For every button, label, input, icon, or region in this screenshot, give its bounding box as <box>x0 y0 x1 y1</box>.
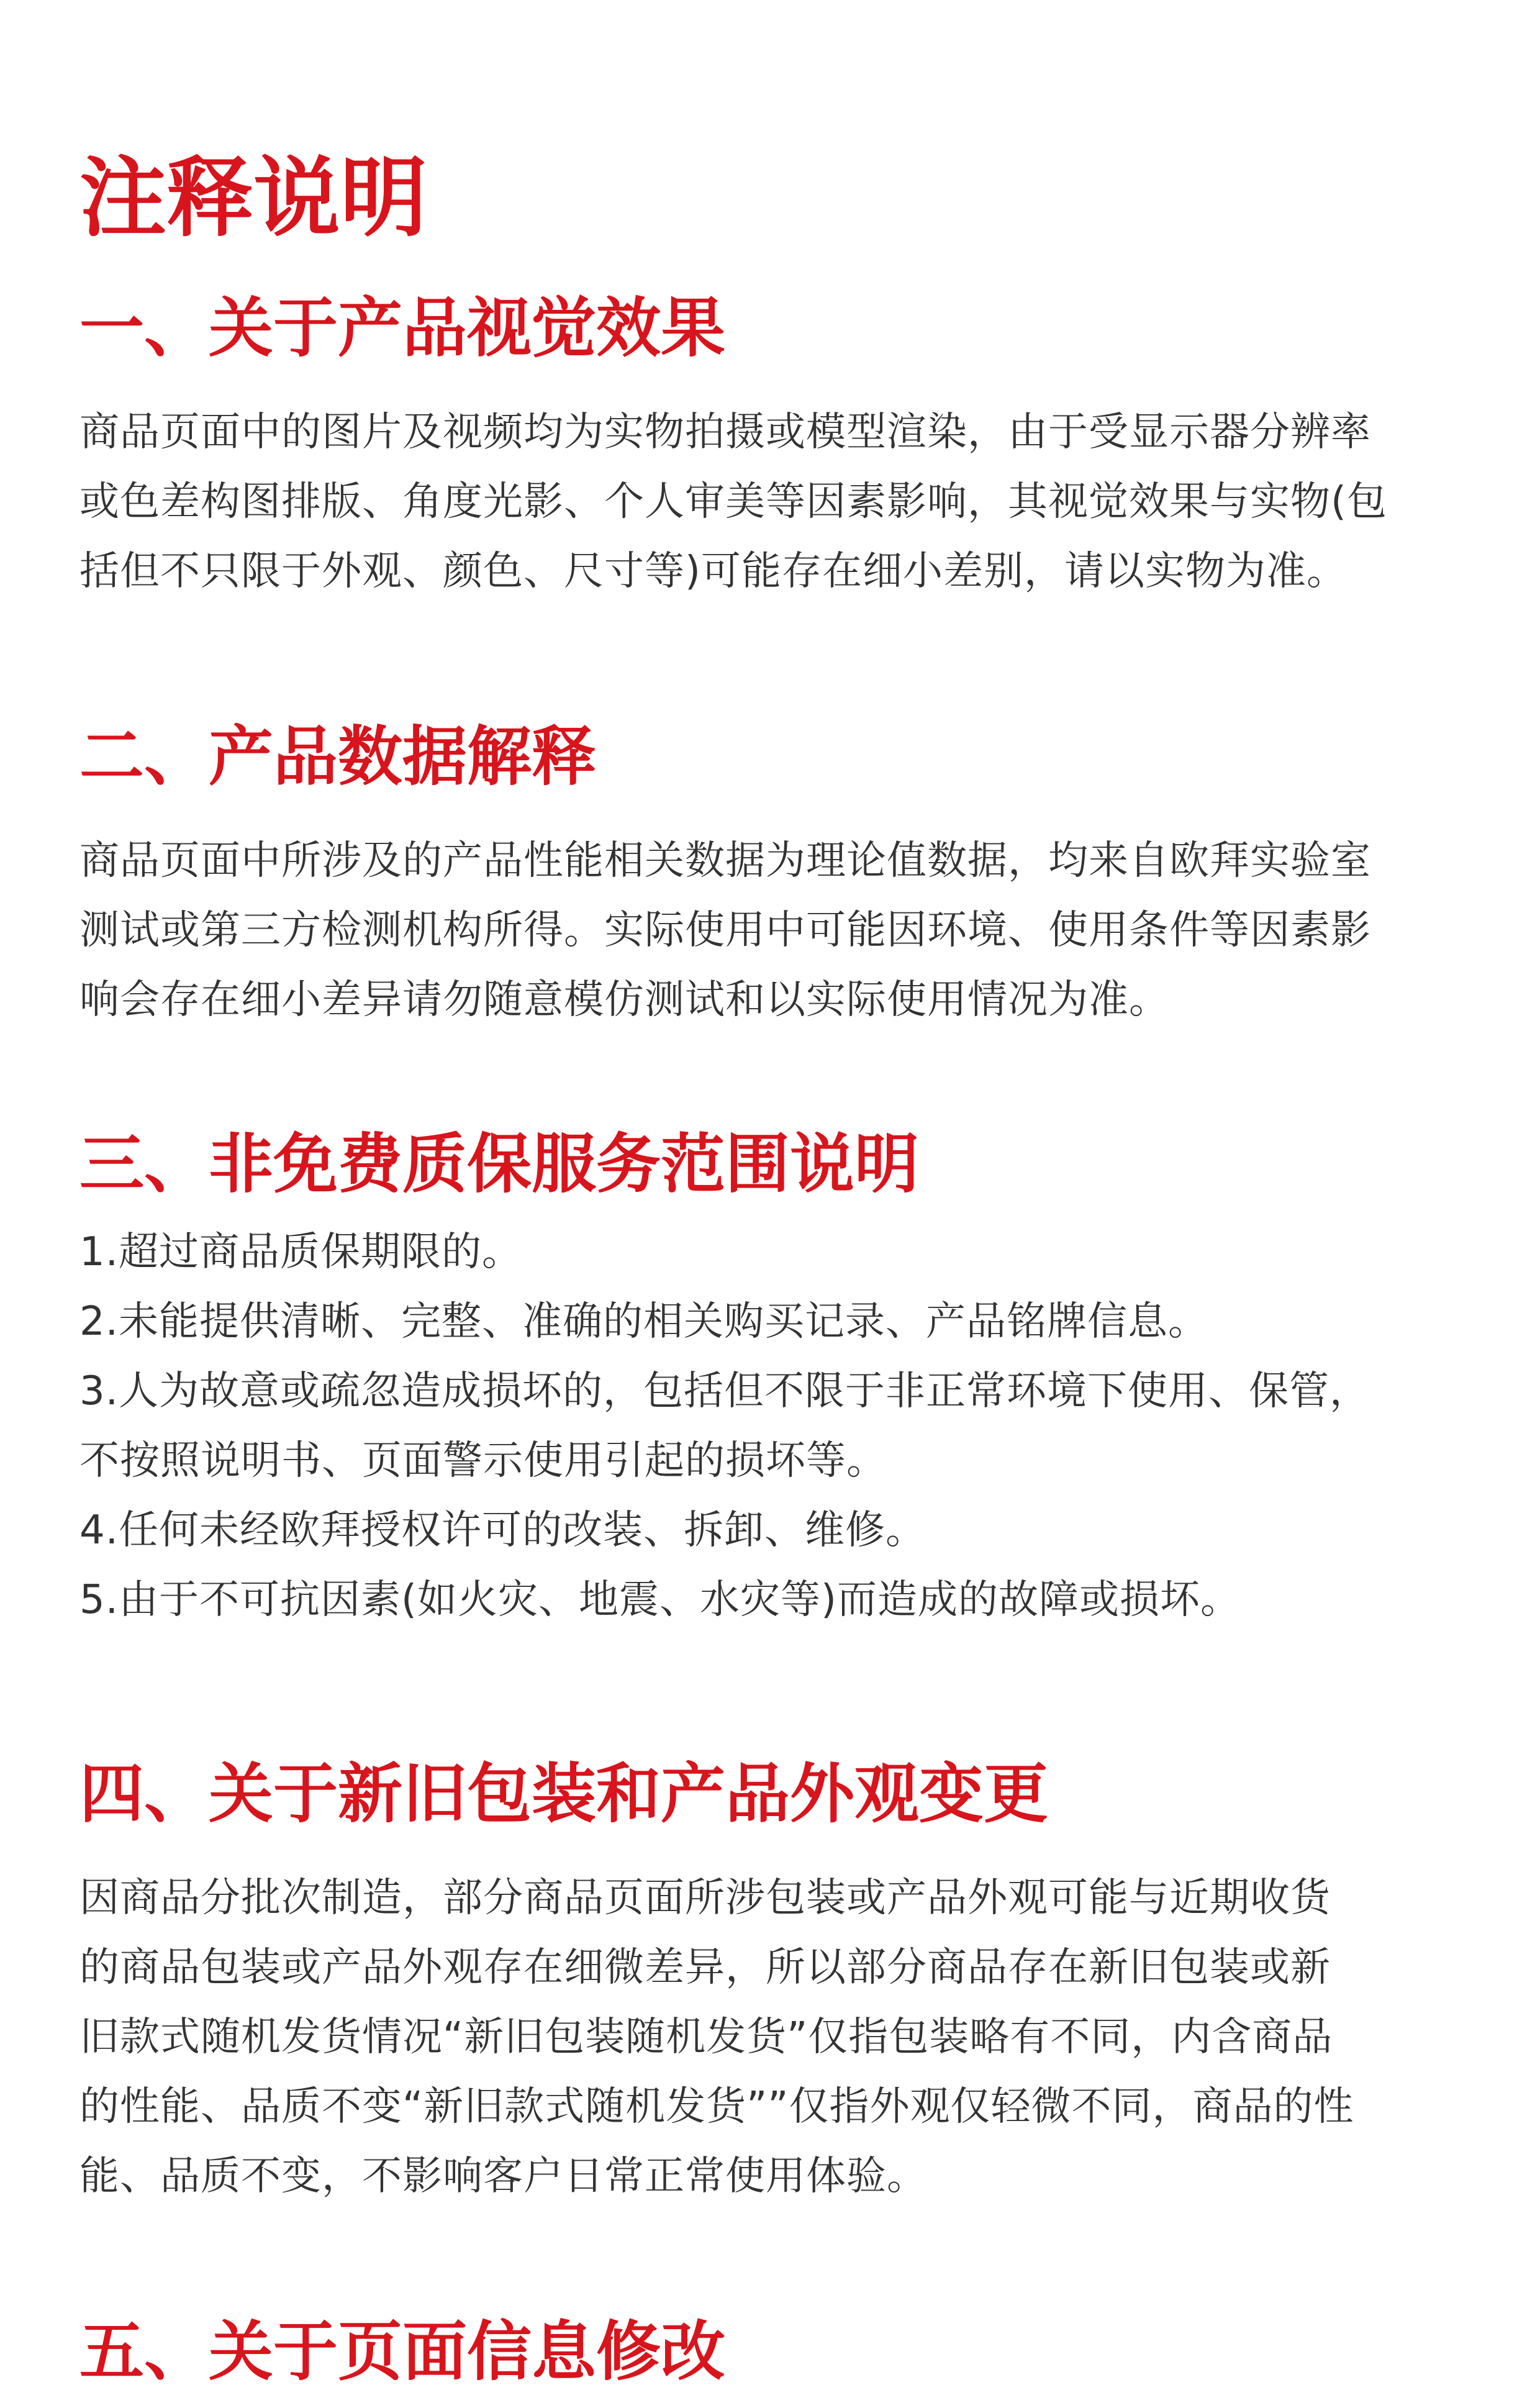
list-item: 1.超过商品质保期限的。 <box>79 1229 523 1275</box>
list-item: 4.任何未经欧拜授权许可的改装、拆卸、维修。 <box>79 1507 926 1553</box>
page-title: 注释说明 <box>79 148 428 249</box>
paragraph-line: 的商品包装或产品外观存在细微差异，所以部分商品存在新旧包装或新 <box>79 1945 1331 1991</box>
list-item: 3.人为故意或疏忽造成损坏的，包括但不限于非正常环境下使用、保管， <box>79 1368 1370 1414</box>
paragraph-line: 能、品质不变，不影响客户日常正常使用体验。 <box>79 2153 927 2199</box>
paragraph-line: 括但不只限于外观、颜色、尺寸等)可能存在细小差别，请以实物为准。 <box>79 548 1347 594</box>
section-heading: 四、关于新旧包装和产品外观变更 <box>79 1756 1049 1832</box>
paragraph-line: 商品页面中的图片及视频均为实物拍摄或模型渲染，由于受显示器分辨率 <box>79 409 1371 455</box>
list-item: 不按照说明书、页面警示使用引起的损坏等。 <box>79 1438 887 1484</box>
section-body <box>79 1217 1464 1635</box>
list-item: 5.由于不可抗因素(如火灾、地震、水灾等)而造成的故障或损坏。 <box>79 1577 1241 1623</box>
section-product-data <box>79 716 1464 1035</box>
section-page-info-changes <box>79 2310 1464 2385</box>
section-heading: 二、产品数据解释 <box>79 719 597 794</box>
paragraph-line: 或色差构图排版、角度光影、个人审美等因素影响，其视觉效果与实物(包 <box>79 479 1387 525</box>
paragraph-line: 旧款式随机发货情况“新旧包装随机发货”仅指包装略有不同，内含商品 <box>79 2014 1333 2060</box>
section-body <box>79 1863 1464 2211</box>
paragraph-line: 的性能、品质不变“新旧款式随机发货””仅指外观仅轻微不同，商品的性 <box>79 2084 1354 2130</box>
paragraph-line: 响会存在细小差异请勿随意模仿测试和以实际使用情况为准。 <box>79 977 1169 1023</box>
paragraph-line: 因商品分批次制造，部分商品页面所涉包装或产品外观可能与近期收货 <box>79 1875 1331 1921</box>
paragraph-line: 测试或第三方检测机构所得。实际使用中可能因环境、使用条件等因素影 <box>79 907 1371 953</box>
section-heading: 三、非免费质保服务范围说明 <box>79 1126 920 1202</box>
paragraph-line: 商品页面中所涉及的产品性能相关数据为理论值数据，均来自欧拜实验室 <box>79 838 1371 884</box>
section-body <box>79 826 1464 1035</box>
section-packaging-changes <box>79 1753 1464 2211</box>
section-body <box>79 398 1464 606</box>
section-product-visuals <box>79 287 1464 606</box>
section-warranty-exclusions <box>79 1123 1464 1635</box>
section-heading: 五、关于页面信息修改 <box>79 2314 726 2385</box>
list-item: 2.未能提供清晰、完整、准确的相关购买记录、产品铭牌信息。 <box>79 1299 1209 1345</box>
section-heading: 一、关于产品视觉效果 <box>79 290 726 366</box>
